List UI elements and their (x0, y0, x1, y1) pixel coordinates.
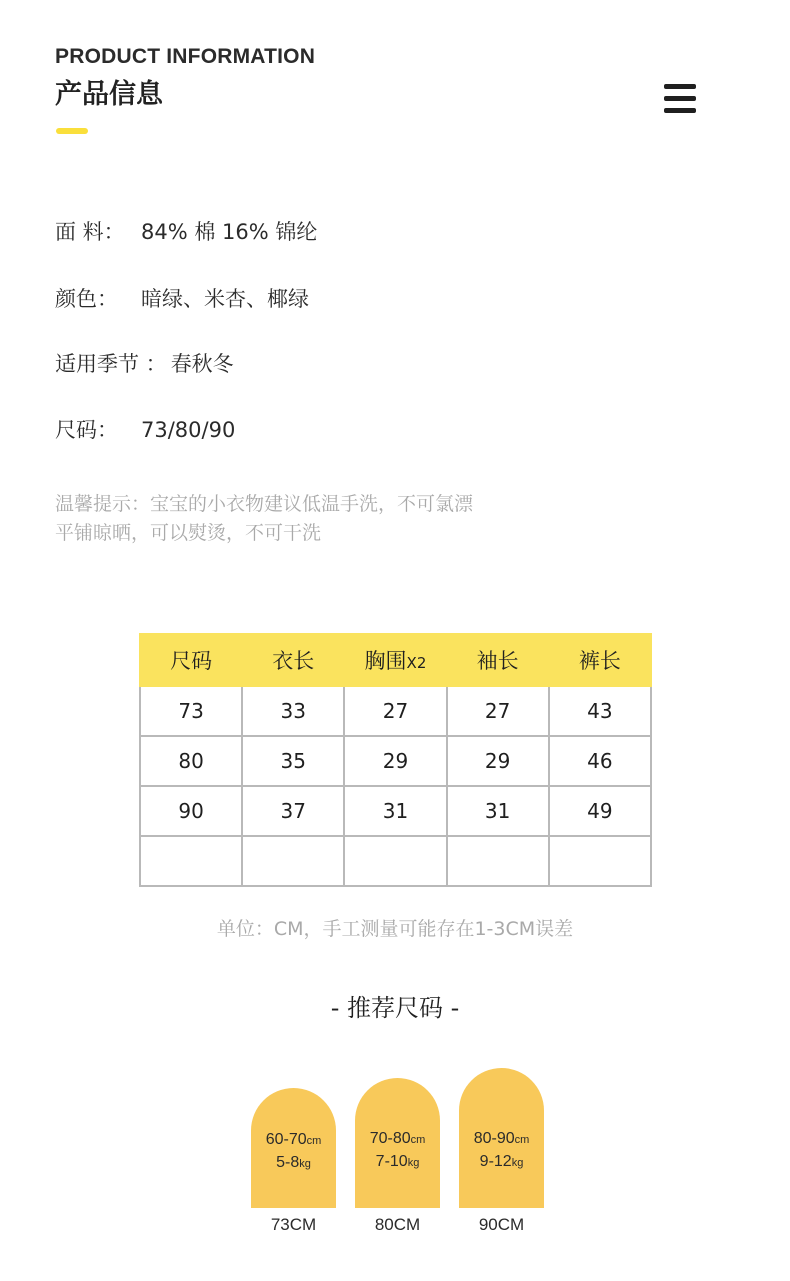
hamburger-menu-icon[interactable] (664, 84, 696, 116)
table-cell (140, 836, 242, 886)
fabric-value: 84% 棉 16% 锦纶 (141, 220, 318, 244)
weight-value: 9-12 (479, 1153, 512, 1170)
table-cell: 31 (344, 786, 446, 836)
table-cell: 73 (140, 686, 242, 736)
weight-value: 5-8 (276, 1154, 300, 1171)
table-cell: 35 (242, 736, 344, 786)
capsule-weight (355, 1151, 440, 1174)
color-value: 暗绿、米杏、椰绿 (141, 287, 309, 311)
table-cell: 49 (549, 786, 651, 836)
table-row (140, 786, 651, 836)
height-value: 80-90 (473, 1130, 515, 1147)
color-label: 颜色： (55, 287, 118, 311)
table-cell: 90 (140, 786, 242, 836)
menu-line (664, 108, 696, 113)
weight-unit: kg (407, 1157, 420, 1169)
capsule-weight (251, 1152, 336, 1175)
table-header-cell: 衣长 (242, 634, 344, 686)
fabric-label: 面 料： (55, 220, 125, 244)
table-cell (549, 836, 651, 886)
height-unit: cm (410, 1134, 426, 1146)
height-unit: cm (514, 1134, 530, 1146)
weight-value: 7-10 (375, 1153, 408, 1170)
table-cell: 37 (242, 786, 344, 836)
season-label: 适用季节 ： (55, 352, 167, 376)
table-row (140, 686, 651, 736)
header-title-en: PRODUCT INFORMATION (55, 45, 316, 68)
table-cell: 27 (344, 686, 446, 736)
table-cell (242, 836, 344, 886)
table-cell: 27 (447, 686, 549, 736)
size-capsule (459, 1068, 544, 1208)
table-cell: 33 (242, 686, 344, 736)
info-row-size (55, 414, 235, 444)
table-cell: 29 (344, 736, 446, 786)
header-accent-bar (56, 128, 88, 134)
capsule-size-label: 80CM (374, 1215, 421, 1234)
care-tip-line: 温馨提示：宝宝的小衣物建议低温手洗，不可氯漂 (55, 493, 474, 515)
table-cell: 46 (549, 736, 651, 786)
capsule-size-label: 90CM (478, 1215, 525, 1234)
info-row-color (55, 283, 309, 313)
chest-header-suffix: X2 (406, 654, 427, 672)
table-cell: 43 (549, 686, 651, 736)
table-cell: 80 (140, 736, 242, 786)
menu-line (664, 84, 696, 89)
season-value: 春秋冬 (170, 352, 234, 376)
chest-header-label: 胸围 (364, 649, 407, 673)
weight-unit: kg (299, 1158, 311, 1170)
care-tip (55, 490, 575, 548)
table-header-cell (344, 634, 446, 686)
table-header-row (140, 634, 651, 686)
height-value: 70-80 (369, 1130, 411, 1147)
height-value: 60-70 (265, 1131, 307, 1148)
header-title-cn: 产品信息 (55, 79, 163, 110)
weight-unit: kg (511, 1157, 524, 1169)
size-capsule (355, 1078, 440, 1208)
table-header-cell: 尺码 (140, 634, 242, 686)
size-capsule (251, 1088, 336, 1208)
size-label: 尺码： (55, 418, 118, 442)
capsule-size-label: 73CM (270, 1215, 317, 1234)
height-unit: cm (306, 1135, 322, 1147)
table-header-cell: 裤长 (549, 634, 651, 686)
table-cell: 29 (447, 736, 549, 786)
size-value: 73/80/90 (141, 418, 236, 442)
capsule-height (459, 1128, 544, 1151)
table-row (140, 736, 651, 786)
recommend-title: - 推荐尺码 - (330, 994, 460, 1022)
info-row-season (55, 348, 234, 378)
info-row-fabric (55, 216, 317, 246)
capsule-weight (459, 1151, 544, 1174)
menu-line (664, 96, 696, 101)
unit-note: 单位：CM，手工测量可能存在1-3CM误差 (216, 918, 574, 940)
size-table (139, 633, 652, 887)
capsule-height (355, 1128, 440, 1151)
table-cell: 31 (447, 786, 549, 836)
table-header-cell: 袖长 (447, 634, 549, 686)
table-row-empty (140, 836, 651, 886)
table-cell (344, 836, 446, 886)
capsule-height (251, 1129, 336, 1152)
care-tip-line: 平铺晾晒，可以熨烫，不可干洗 (55, 522, 322, 544)
table-cell (447, 836, 549, 886)
